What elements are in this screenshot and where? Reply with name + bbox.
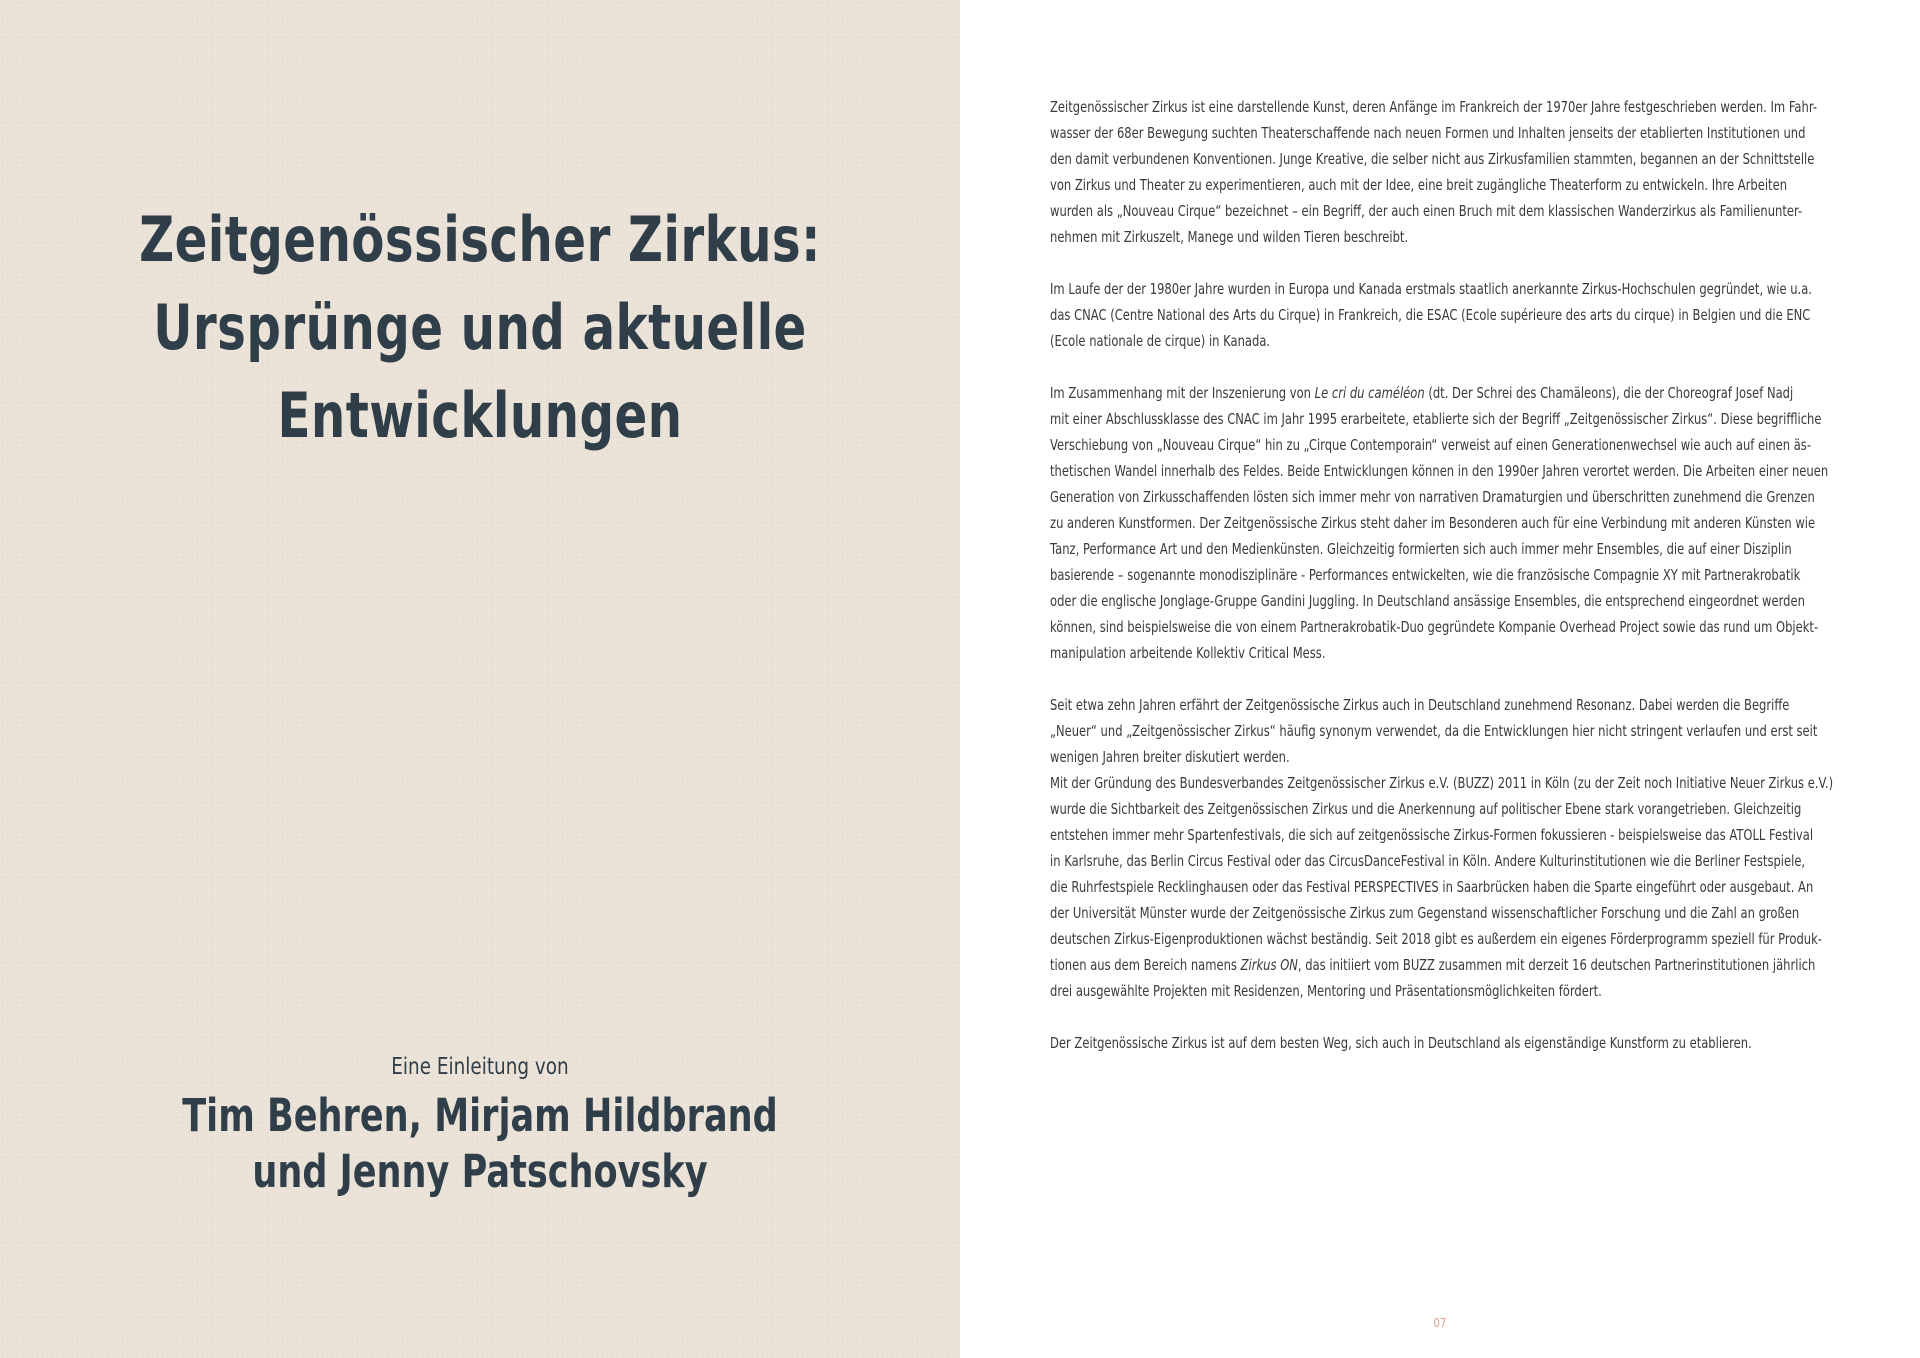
title-line: Entwicklungen bbox=[277, 379, 683, 452]
text-run: , das initiiert vom BUZZ zusammen mit derzeit 16 deutschen Partnerinstitutionen jährlich bbox=[1297, 956, 1816, 974]
program-name-italic: Zirkus ON bbox=[1240, 956, 1298, 974]
text-line: drei ausgewählte Projekten mit Residenzen, Mentoring und Präsentationsmöglichkeiten fördert. bbox=[1050, 982, 1602, 1000]
text-line: Tanz, Performance Art und den Medienkünsten. Gleichzeitig formierten sich auch immer mehr Ensembles, die auf einer Disziplin bbox=[1050, 540, 1792, 558]
text-line: können, sind beispielsweise die von einem Partnerakrobatik-Duo gegründete Kompanie Overhead Project sowie das rund um Objekt- bbox=[1050, 618, 1819, 636]
text-run: (dt. Der Schrei des Chamäleons), die der Choreograf Josef Nadj bbox=[1424, 384, 1794, 402]
text-line: Der Zeitgenössische Zirkus ist auf dem besten Weg, sich auch in Deutschland als eigenständige Kunstform zu etablieren. bbox=[1050, 1034, 1752, 1052]
text-run: Im Zusammenhang mit der Inszenierung von bbox=[1050, 384, 1315, 402]
text-line: Generation von Zirkusschaffenden lösten sich immer mehr von narrativen Dramaturgien und überschritten zunehmend die Grenzen bbox=[1050, 488, 1815, 506]
title-line: Zeitgenössischer Zirkus: bbox=[139, 203, 821, 276]
authors-line: und Jenny Patschovsky bbox=[252, 1145, 708, 1198]
text-line: das CNAC (Centre National des Arts du Cirque) in Frankreich, die ESAC (Ecole supérieure des arts du cirque) in Belgien und die ENC bbox=[1050, 306, 1811, 324]
text-line bbox=[1050, 952, 1816, 978]
text-line: wurden als „Nouveau Cirque“ bezeichnet – ein Begriff, der auch einen Bruch mit dem klassischen Wanderzirkus als Familienunter- bbox=[1050, 202, 1803, 220]
paragraph-gap bbox=[1050, 666, 1826, 692]
paragraph-2 bbox=[1050, 276, 1826, 354]
work-title-italic: Le cri du caméléon bbox=[1314, 384, 1425, 402]
page-title bbox=[106, 196, 855, 460]
text-line: von Zirkus und Theater zu experimentieren, auch mit der Idee, eine breit zugängliche Theaterform zu entwickeln. Ihre Arbeiten bbox=[1050, 176, 1788, 194]
text-line: entstehen immer mehr Spartenfestivals, die sich auf zeitgenössische Zirkus-Formen fokussieren - beispielsweise das ATOLL Festival bbox=[1050, 826, 1814, 844]
paragraph-1 bbox=[1050, 94, 1826, 250]
text-run: tionen aus dem Bereich namens bbox=[1050, 956, 1241, 974]
text-line: oder die englische Jonglage-Gruppe Gandini Juggling. In Deutschland ansässige Ensembles, die entsprechend eingeordnet werden bbox=[1050, 592, 1805, 610]
text-line: Mit der Gründung des Bundesverbandes Zeitgenössischer Zirkus e.V. (BUZZ) 2011 in Köln (zu der Zeit noch Initiative Neuer Zirkus e.V.) bbox=[1050, 774, 1834, 792]
authors bbox=[106, 1088, 855, 1200]
body-text bbox=[1050, 94, 1834, 1056]
text-line: Verschiebung von „Nouveau Cirque“ hin zu „Cirque Contemporain“ verweist auf einen Generationenwechsel wie auch auf einen äs- bbox=[1050, 436, 1812, 454]
text-line: Seit etwa zehn Jahren erfährt der Zeitgenössische Zirkus auch in Deutschland zunehmend Resonanz. Dabei werden die Begriffe bbox=[1050, 696, 1790, 714]
text-line: wurde die Sichtbarkeit des Zeitgenössischen Zirkus und die Anerkennung auf politischer Ebene stark vorangetrieben. Gleichzeitig bbox=[1050, 800, 1802, 818]
paragraph-3 bbox=[1050, 380, 1829, 666]
text-line: in Karlsruhe, das Berlin Circus Festival oder das CircusDanceFestival in Köln. Andere Kulturinstitutionen wie die Berliner Festspiele, bbox=[1050, 852, 1806, 870]
page-number: 07 bbox=[1433, 1316, 1447, 1330]
text-line: wenigen Jahren breiter diskutiert werden. bbox=[1050, 748, 1290, 766]
text-line: mit einer Abschlussklasse des CNAC im Jahr 1995 erarbeitete, etablierte sich der Begriff „Zeitgenössischer Zirkus“. Diese begriffliche bbox=[1050, 410, 1822, 428]
text-line: zu anderen Kunstformen. Der Zeitgenössische Zirkus steht daher im Besonderen auch für eine Verbindung mit anderen Künsten wie bbox=[1050, 514, 1816, 532]
paragraph-4 bbox=[1050, 692, 1834, 1004]
text-line: Zeitgenössischer Zirkus ist eine darstellende Kunst, deren Anfänge im Frankreich der 1970er Jahre festgeschrieben werden. Im Fahr- bbox=[1050, 98, 1818, 116]
paragraph-gap bbox=[1050, 1004, 1826, 1030]
text-line: basierende – sogenannte monodisziplinäre - Performances entwickelten, wie die französische Compagnie XY mit Partnerakrobatik bbox=[1050, 566, 1801, 584]
text-line: „Neuer“ und „Zeitgenössischer Zirkus“ häufig synonym verwendet, da die Entwicklungen hier nicht stringent verlaufen und erst seit bbox=[1050, 722, 1818, 740]
authors-line: Tim Behren, Mirjam Hildbrand bbox=[182, 1089, 778, 1142]
paragraph-gap bbox=[1050, 354, 1826, 380]
text-line: deutschen Zirkus-Eigenproduktionen wächst beständig. Seit 2018 gibt es außerdem ein eigenes Förderprogramm speziell für Produk- bbox=[1050, 930, 1822, 948]
text-line: der Universität Münster wurde der Zeitgenössische Zirkus zum Gegenstand wissenschaftlicher Forschung und die Zahl an großen bbox=[1050, 904, 1800, 922]
byline: Eine Einleitung von bbox=[391, 1054, 569, 1080]
text-line: manipulation arbeitende Kollektiv Critical Mess. bbox=[1050, 644, 1326, 662]
right-page bbox=[960, 0, 1920, 1358]
title-line: Ursprünge und aktuelle bbox=[153, 291, 807, 364]
text-line: die Ruhrfestspiele Recklinghausen oder das Festival PERSPECTIVES in Saarbrücken haben die Sparte eingeführt oder ausgebaut. An bbox=[1050, 878, 1814, 896]
text-line bbox=[1050, 380, 1794, 406]
text-line: (Ecole nationale de cirque) in Kanada. bbox=[1050, 332, 1271, 350]
text-line: den damit verbundenen Konventionen. Junge Kreative, die selber nicht aus Zirkusfamilien stammten, begannen an der Schnittstelle bbox=[1050, 150, 1815, 168]
text-line: Im Laufe der der 1980er Jahre wurden in Europa und Kanada erstmals staatlich anerkannte Zirkus-Hochschulen gegründet, wie u.a. bbox=[1050, 280, 1812, 298]
text-line: nehmen mit Zirkuszelt, Manege und wilden Tieren beschreibt. bbox=[1050, 228, 1409, 246]
text-line: wasser der 68er Bewegung suchten Theaterschaffende nach neuen Formen und Inhalten jenseits der etablierten Institutionen und bbox=[1050, 124, 1806, 142]
paragraph-5 bbox=[1050, 1030, 1826, 1056]
text-line: thetischen Wandel innerhalb des Feldes. Beide Entwicklungen können in den 1990er Jahren verortet werden. Die Arbeiten einer neuen bbox=[1050, 462, 1829, 480]
paragraph-gap bbox=[1050, 250, 1826, 276]
